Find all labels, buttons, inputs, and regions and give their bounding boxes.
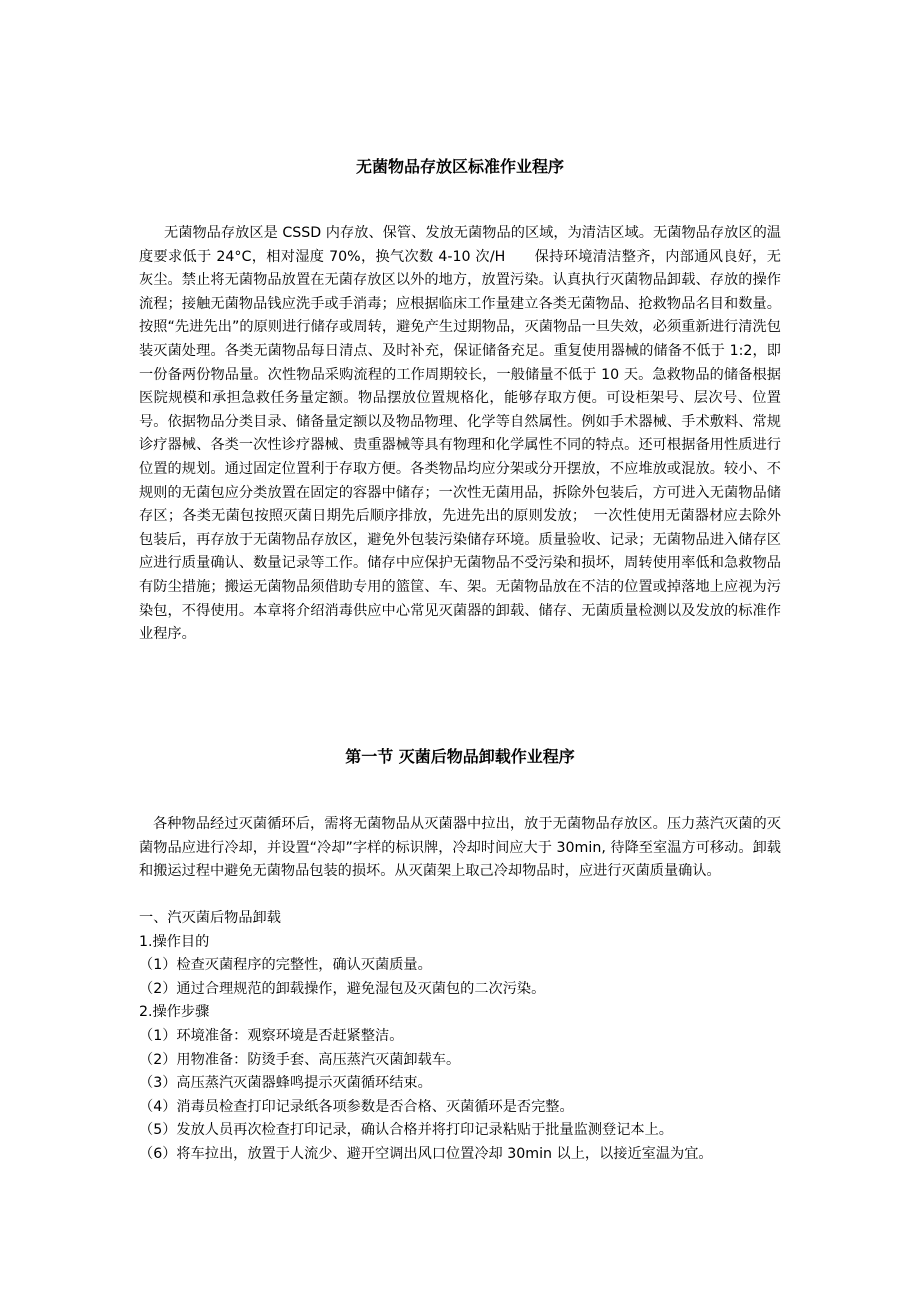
procedure-line: （4）消毒员检查打印记录纸各项参数是否合格、灭菌循环是否完整。: [139, 1098, 574, 1115]
procedure-line: 2.操作步骤: [139, 1004, 210, 1021]
document-title: 无菌物品存放区标准作业程序: [355, 157, 564, 176]
procedure-line: 一、汽灭菌后物品卸载: [139, 910, 281, 926]
section-title: 第一节 灭菌后物品卸载作业程序: [345, 747, 575, 766]
section-intro-paragraph: 各种物品经过灭菌循环后，需将无菌物品从灭菌器中拉出，放于无菌物品存放区。压力蒸汽灭菌的灭菌物品应进行冷却，并设置“冷却”字样的标识牌，冷却时间应大于 30min, 待降至室温方可移动。卸载和搬运过程中避免无菌物品包装的损坏。从灭菌架上取己冷却物品时，应进行灭菌质量确认。: [139, 816, 781, 880]
intro-paragraph: 无菌物品存放区是 CSSD 内存放、保管、发放无菌物品的区域，为清洁区域。无菌物品存放区的温度要求低于 24°C，相对湿度 70%，换气次数 4-10 次/H 保持环境清洁整齐，内部通风良好，无灰尘。禁止将无菌物品放置在无菌存放区以外的地方，放置污染。认真执行灭菌物品卸载、存放的操作流程；接触无菌物品钱应洗手或手消毒；应根据临床工作量建立各类无菌物品、抢救物品名目和数量。按照“先进先出”的原则进行储存或周转，避免产生过期物品，灭菌物品一旦失效，必须重新进行清洗包装灭菌处理。各类无菌物品每日清点、及时补充，保证储备充足。重复使用器械的储备不低于 1:2，即一份备两份物品量。次性物品采购流程的工作周期较长，一般储量不低于 10 天。急救物品的储备根据医院规模和承担急救任务量定额。物品摆放位置规格化，能够存取方便。可设柜架号、层次号、位置号。依据物品分类目录、储备量定额以及物品物理、化学等自然属性。例如手术器械、手术敷料、常规诊疗器械、各类一次性诊疗器械、贵重器械等具有物理和化学属性不同的特点。还可根据备用性质进行位置的规划。通过固定位置利于存取方便。各类物品均应分架或分开摆放，不应堆放或混放。较小、不规则的无菌包应分类放置在固定的容器中储存；一次性无菌用品，拆除外包装后，方可进入无菌物品储存区；各类无菌包按照灭菌日期先后顺序排放，先进先出的原则发放； 一次性使用无菌器材应去除外包装后，再存放于无菌物品存放区，避免外包装污染储存环境。质量验收、记录；无菌物品进入储存区应进行质量确认、数量记录等工作。储存中应保护无菌物品不受污染和损坏，周转使用率低和急救物品有防尘措施；搬运无菌物品须借助专用的篮筐、车、架。无菌物品放在不洁的位置或掉落地上应视为污染包，不得使用。本章将介绍消毒供应中心常见灭菌器的卸载、储存、无菌质量检测以及发放的标准作业程序。: [139, 225, 781, 643]
procedure-line: （2）用物准备：防烫手套、高压蒸汽灭菌卸载车。: [139, 1051, 461, 1068]
procedure-line: （1）环境准备：观察环境是否赶紧整洁。: [139, 1027, 404, 1044]
procedure-line: （1）检查灭菌程序的完整性，确认灭菌质量。: [139, 957, 432, 974]
procedure-line: （6）将车拉出，放置于人流少、避开空调出风口位置冷却 30min 以上，以接近室温为宜。: [139, 1145, 713, 1162]
procedure-line: （3）高压蒸汽灭菌器蜂鸣提示灭菌循环结束。: [139, 1075, 432, 1092]
procedure-line: 1.操作目的: [139, 933, 210, 950]
procedure-line: （2）通过合理规范的卸载操作，避免湿包及灭菌包的二次污染。: [139, 980, 546, 997]
procedure-list: [139, 907, 789, 1167]
procedure-line: （5）发放人员再次检查打印记录，确认合格并将打印记录粘贴于批量监测登记本上。: [139, 1122, 673, 1139]
